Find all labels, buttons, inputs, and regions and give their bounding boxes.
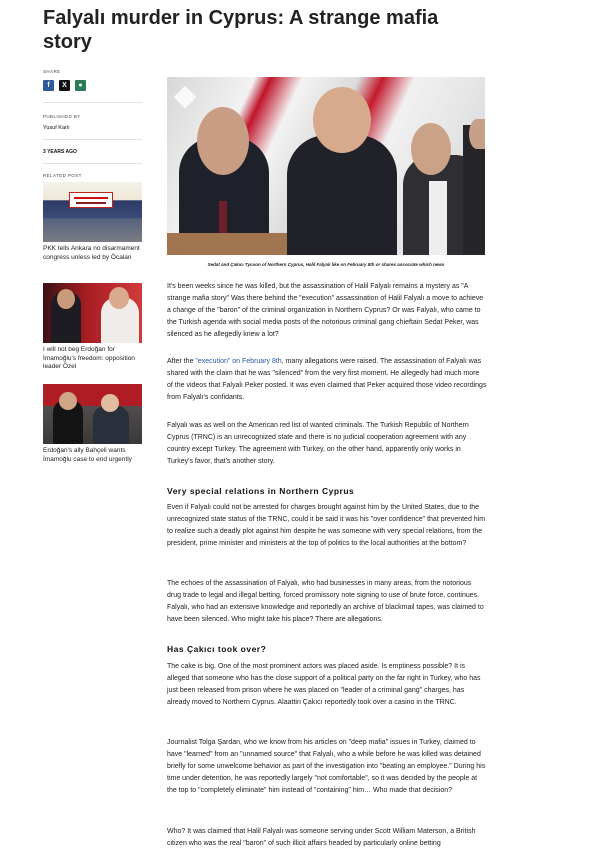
divider bbox=[43, 102, 142, 103]
related-thumbnail[interactable] bbox=[43, 182, 142, 242]
share-label: SHARE bbox=[43, 69, 61, 74]
paragraph-text: , many allegations were raised. The assassination of Falyalı was shared with the claim that he was "silenced" from the very first moment. He allegedly had much more of the videos that Falyalı Peker posted. It was even claimed that Peker acquired those video recordings from Falyalı's confidants. bbox=[167, 358, 487, 401]
paragraph: The echoes of the assassination of Falyalı, who had businesses in many areas, from the notorious drug trade to legal and illegal betting, forced promissory note signing to use of brute force, continues. Falyalı, who had an extensive knowledge and reportedly an archive of blackmail tapes, was claimed to have been silenced. Who might take his place? There are allegations. bbox=[167, 580, 484, 623]
paragraph: Falyalı was as well on the American red list of wanted criminals. The Turkish Republic of Northern Cyprus (TRNC) is an unrecognized state and there is no judicial cooperation agreement with any country except Turkey. The agreement with Turkey, on the other hand, apparently only works in Turkey's favor, that's another story. bbox=[167, 422, 469, 465]
related-thumbnail[interactable] bbox=[43, 283, 142, 343]
whatsapp-icon[interactable]: ● bbox=[75, 80, 86, 91]
paragraph: The cake is big. One of the most prominent actors was placed aside. Is emptiness possible? It is alleged that someone who has the close support of a political party on the far right in Turkey, who has just been released from prison where he was placed on "leader of a criminal gang" charges, has already moved to Northern Cyprus. Alaattin Çakıcı reportedly took over a casino in the TRNC. bbox=[167, 663, 481, 706]
related-post[interactable] bbox=[43, 182, 142, 262]
section-heading: Has Çakıcı took over? bbox=[167, 644, 267, 654]
related-post-title[interactable]: PKK tells Ankara no disarmament congress unless led by Öcalan bbox=[43, 245, 140, 261]
related-thumbnail[interactable] bbox=[43, 384, 142, 444]
paragraph: Even if Falyalı could not be arrested for charges brought against him by the United States, due to the unrecognized state status of the TRNC, could it be said it was his "over confidence" that prevented him to realize such a deadly plot against him despite he was someone with very special relations, from the president, prime minister and ministers at the top of politics to the local authorities at the bottom? bbox=[167, 504, 486, 547]
article-link[interactable]: "execution" on February 8th bbox=[195, 358, 282, 365]
paragraph: Journalist Tolga Şardan, who we know from his articles on "deep mafia" issues in Turkey, claimed to have "learned" from an "unnamed source" that Falyalı, who a while before he was killed was detained briefly for some unwelcome behavior as part of the investigation into "beating an employee." During his time under detention, he was reportedly largely "not comfortable", so it was decided by the people at the top to "completely eliminate" him instead of "containing" him… Who made that decision? bbox=[167, 739, 486, 794]
divider bbox=[43, 163, 142, 164]
divider bbox=[43, 139, 142, 140]
related-post[interactable] bbox=[43, 283, 142, 372]
published-label: PUBLISHED BY bbox=[43, 114, 81, 119]
author-name[interactable]: Yusuf Karlı bbox=[43, 125, 70, 131]
related-post[interactable] bbox=[43, 384, 142, 464]
paragraph: It's been weeks since he was killed, but the assassination of Halil Falyalı remains a mystery as "A strange mafia story" Was there behind the "execution" assassination of Halil Falyalı a move to achieve a change of the "baron" of the criminal organization in Northern Cyprus? Or was Falyalı, who came to the Turkish agenda with social media posts of the notorious criminal gang chieftain Sedat Peker, was silenced as he allegedly knew a lot? bbox=[167, 283, 484, 338]
related-post-title[interactable]: Erdoğan's ally Bahçeli wants İmamoğlu case to end urgently bbox=[43, 447, 132, 463]
related-post-title[interactable]: I will not beg Erdoğan for İmamoğlu's freedom: opposition leader Özel bbox=[43, 346, 135, 370]
paragraph: Who? It was claimed that Halil Falyalı was someone serving under Scott William Materson, a British citizen who was the real "baron" of such illicit affairs headed by particularly online betting bbox=[167, 828, 476, 847]
share-buttons bbox=[43, 80, 86, 91]
facebook-icon[interactable]: f bbox=[43, 80, 54, 91]
paragraph bbox=[167, 356, 487, 404]
image-caption: Sedat and Çakıcı Tycoon of Northern Cyprus, Halil Falyalı like on February 8th or shares associate which news bbox=[207, 262, 445, 267]
paragraph-text: After the bbox=[167, 358, 196, 365]
related-label: RELATED POST bbox=[43, 173, 82, 178]
publish-time: 3 YEARS AGO bbox=[43, 149, 77, 155]
hero-image bbox=[167, 77, 485, 255]
x-icon[interactable]: X bbox=[59, 80, 70, 91]
section-heading: Very special relations in Northern Cyprus bbox=[167, 486, 355, 496]
article-title: Falyalı murder in Cyprus: A strange mafia story bbox=[43, 7, 439, 53]
